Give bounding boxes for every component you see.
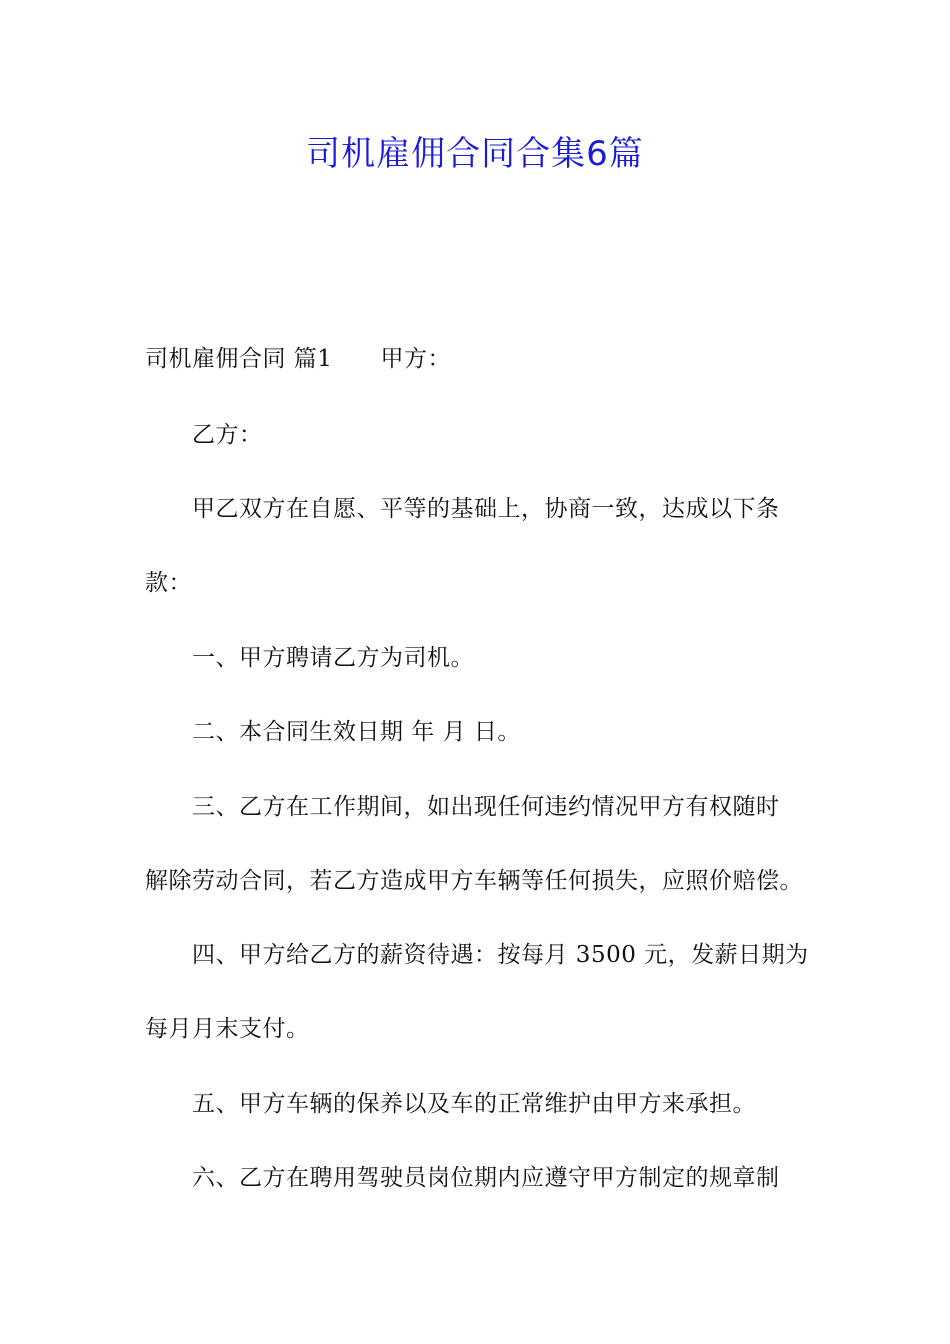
party-a-label: 甲方：: [380, 346, 451, 372]
paragraph-line: 甲乙双方在自愿、平等的基础上，协商一致，达成以下条: [192, 496, 780, 522]
clause-1: 一、甲方聘请乙方为司机。: [192, 645, 474, 671]
section-heading: [145, 344, 825, 374]
clause-5: 五、甲方车辆的保养以及车的正常维护由甲方来承担。: [192, 1091, 756, 1117]
clause-2: 二、本合同生效日期 年 月 日。: [192, 719, 521, 745]
party-b-label: 乙方：: [192, 422, 263, 448]
document-title: 司机雇佣合同合集6篇: [306, 134, 644, 174]
section-heading-label: 司机雇佣合同 篇1: [145, 346, 333, 372]
clause-6: 六、乙方在聘用驾驶员岗位期内应遵守甲方制定的规章制: [192, 1165, 780, 1191]
clause-3: 三、乙方在工作期间，如出现任何违约情况甲方有权随时: [192, 794, 780, 820]
paragraph-line: 款：: [145, 570, 192, 596]
clause-4-continuation: 每月月末支付。: [145, 1016, 310, 1042]
clause-4: 四、甲方给乙方的薪资待遇：按每月 3500 元，发薪日期为: [192, 942, 809, 968]
clause-3-continuation: 解除劳动合同，若乙方造成甲方车辆等任何损失，应照价赔偿。: [145, 868, 803, 894]
